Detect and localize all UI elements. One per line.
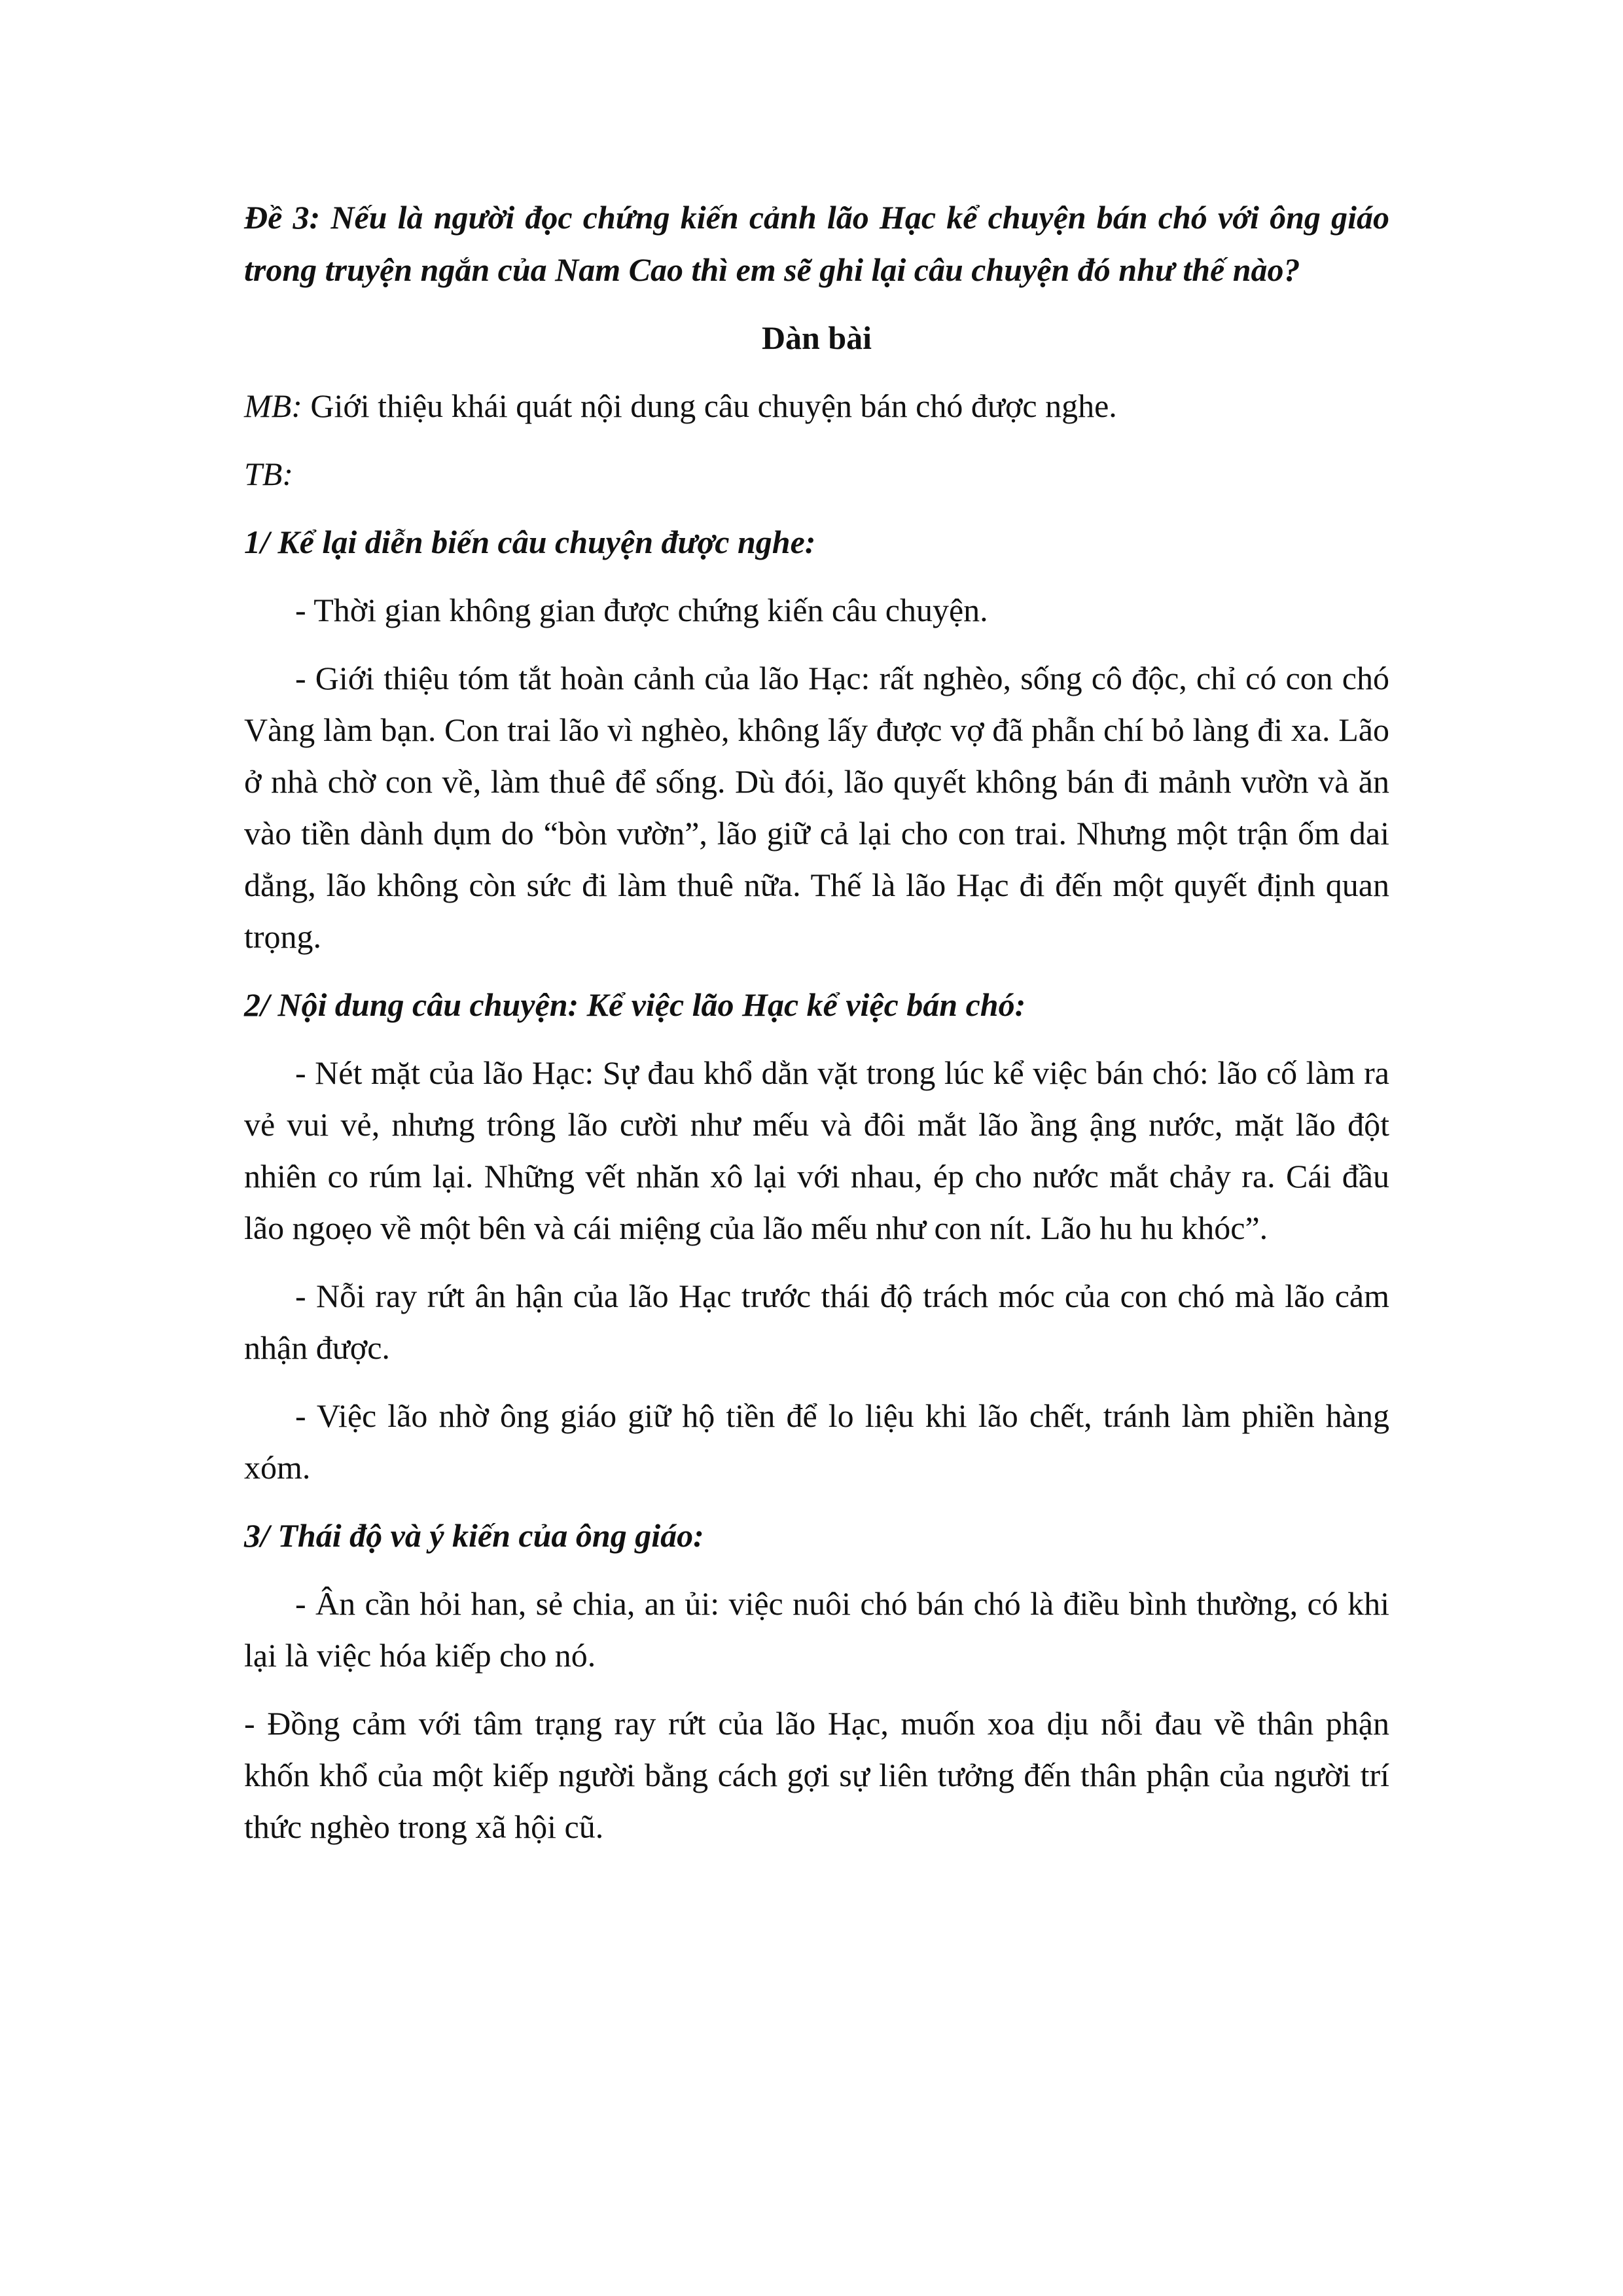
document-page [244,191,1389,1853]
body-label: TB: [244,456,293,492]
section-3-item-2: - Đồng cảm với tâm trạng ray rứt của lão Hạc, muốn xoa dịu nỗi đau về thân phận khốn khổ của một kiếp người bằng cách gợi sự liên tưởng đến thân phận của người trí thức nghèo trong xã hội cũ. [244,1705,1389,1845]
outline-heading: Dàn bài [761,319,872,356]
section-3-heading: 3/ Thái độ và ý kiến của ông giáo: [244,1517,704,1554]
section-2-item-3: - Việc lão nhờ ông giáo giữ hộ tiền để lo liệu khi lão chết, tránh làm phiền hàng xóm. [244,1397,1389,1486]
section-1-item-2: - Giới thiệu tóm tắt hoàn cảnh của lão Hạc: rất nghèo, sống cô độc, chỉ có con chó Vàng làm bạn. Con trai lão vì nghèo, không lấy được vợ đã phẫn chí bỏ làng đi xa. Lão ở nhà chờ con về, làm thuê để sống. Dù đói, lão quyết không bán đi mảnh vườn và ăn vào tiền dành dụm do “bòn vườn”, lão giữ cả lại cho con trai. Nhưng một trận ốm dai dẳng, lão không còn sức đi làm thuê nữa. Thế là lão Hạc đi đến một quyết định quan trọng. [244,660,1389,955]
section-2-item-2: - Nỗi ray rứt ân hận của lão Hạc trước thái độ trách móc của con chó mà lão cảm nhận được. [244,1278,1389,1366]
section-2-heading: 2/ Nội dung câu chuyện: Kể việc lão Hạc kể việc bán chó: [244,986,1026,1023]
intro-paragraph [244,380,1389,432]
mb-text: Giới thiệu khái quát nội dung câu chuyện bán chó được nghe. [302,387,1117,424]
assignment-title: Đề 3: Nếu là người đọc chứng kiến cảnh lão Hạc kể chuyện bán chó với ông giáo trong truyện ngắn của Nam Cao thì em sẽ ghi lại câu chuyện đó như thế nào? [244,199,1389,288]
section-1-heading: 1/ Kể lại diễn biến câu chuyện được nghe: [244,524,816,560]
mb-label: MB: [244,387,302,424]
section-1-item-1: - Thời gian không gian được chứng kiến câu chuyện. [295,592,988,628]
section-3-item-1: - Ân cần hỏi han, sẻ chia, an ủi: việc nuôi chó bán chó là điều bình thường, có khi lại là việc hóa kiếp cho nó. [244,1585,1389,1674]
section-2-item-1: - Nét mặt của lão Hạc: Sự đau khổ dằn vặt trong lúc kể việc bán chó: lão cố làm ra vẻ vui vẻ, nhưng trông lão cười như mếu và đôi mắt lão ầng ậng nước, mặt lão đột nhiên co rúm lại. Những vết nhăn xô lại với nhau, ép cho nước mắt chảy ra. Cái đầu lão ngoẹo về một bên và cái miệng của lão mếu như con nít. Lão hu hu khóc”. [244,1054,1389,1246]
